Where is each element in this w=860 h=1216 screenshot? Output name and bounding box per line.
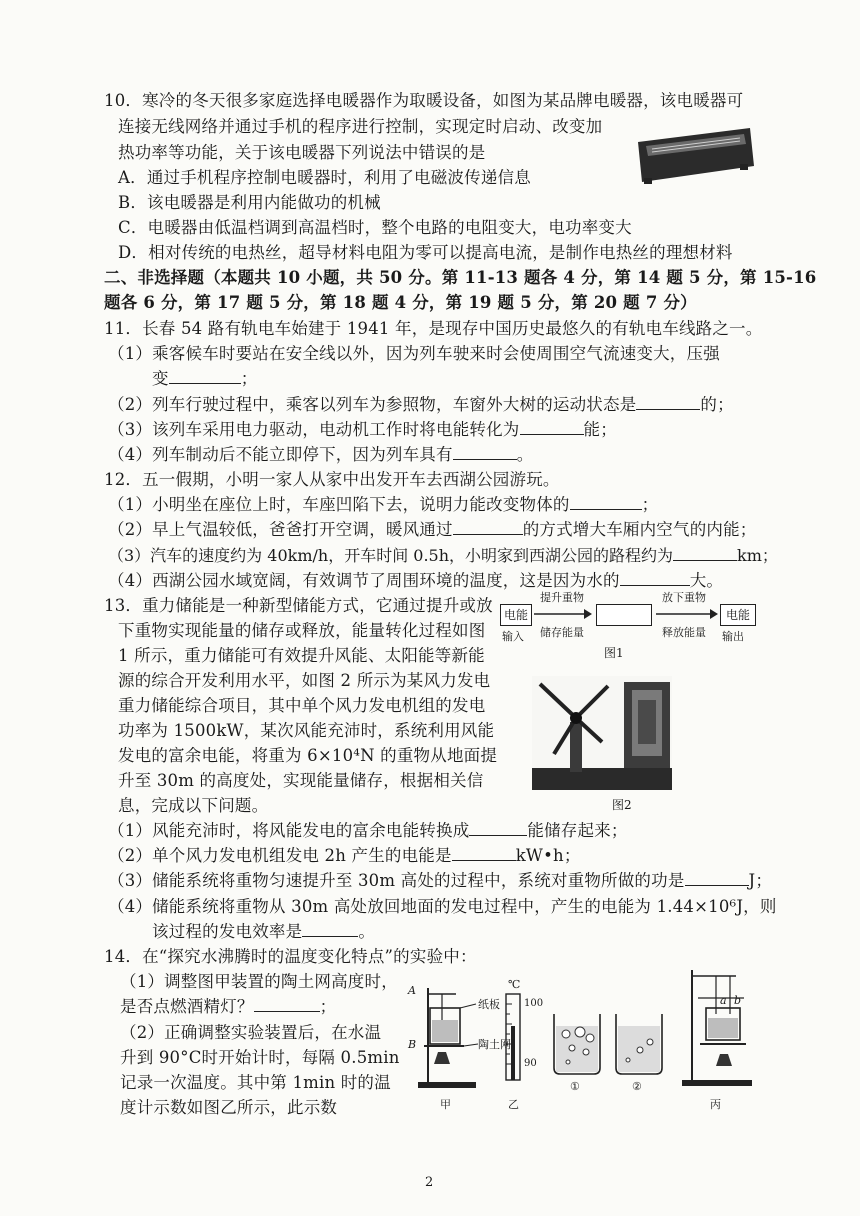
q12-part2: （2）早上气温较低，爸爸打开空调，暖风通过 的方式增大车厢内空气的内能； — [108, 520, 757, 539]
q10-stem-line2: 连接无线网络并通过手机的程序进行控制，实现定时启动、改变加 — [118, 117, 603, 136]
q12-blank-4[interactable] — [620, 571, 690, 586]
output-label: 输出 — [722, 630, 744, 643]
label-beaker-1: ① — [570, 1080, 580, 1093]
q13-stem-line4: 源的综合开发利用水平，如图 2 所示为某风力发电 — [118, 671, 491, 690]
q14-part1-line2: 是否点燃酒精灯？ ； — [120, 997, 337, 1016]
q13-stem-line5: 重力储能综合项目，其中单个风力发电机组的发电 — [118, 696, 486, 715]
label-clay-net: 陶土网 — [478, 1038, 511, 1051]
arrow2-top-label: 放下重物 — [662, 591, 706, 604]
q13-part4-line2: 该过程的发电效率是 。 — [152, 922, 376, 941]
arrow1-top-label: 提升重物 — [540, 591, 584, 604]
input-energy-box: 电能 — [500, 604, 532, 626]
label-tick-100: 100 — [524, 998, 544, 1009]
q12-part1: （1）小明坐在座位上时，车座凹陷下去，说明力能改变物体的 ； — [108, 495, 659, 514]
q13-stem-line9: 息，完成以下问题。 — [118, 796, 269, 815]
q11-blank-1[interactable] — [169, 369, 241, 384]
q10-option-a: A．通过手机程序控制电暖器时，利用了电磁波传递信息 — [118, 168, 531, 187]
q13-stem-line7: 发电的富余电能，将重为 6×10⁴N 的重物从地面提 — [118, 746, 498, 765]
q14-part1-line1: （1）调整图甲装置的陶土网高度时， — [120, 972, 398, 991]
q10-stem-line1: 10．寒冷的冬天很多家庭选择电暖器作为取暖设备，如图为某品牌电暖器，该电暖器可 — [104, 91, 744, 110]
label-tick-90: 90 — [524, 1058, 537, 1069]
q13-part2: （2）单个风力发电机组发电 2h 产生的电能是 kW•h； — [108, 846, 581, 865]
label-beaker-2: ② — [632, 1080, 642, 1093]
figure1-caption: 图1 — [604, 646, 624, 660]
q14-part2-line4: 度计示数如图乙所示，此示数 — [120, 1098, 338, 1117]
output-energy-box: 电能 — [720, 604, 756, 626]
figure2-caption: 图2 — [612, 798, 632, 812]
q13-blank-4[interactable] — [302, 922, 358, 937]
q14-blank-1[interactable] — [254, 997, 320, 1012]
label-a-point: A — [408, 984, 416, 997]
label-paperboard: 纸板 — [478, 998, 500, 1011]
q11-stem: 11．长春 54 路有轨电车始建于 1941 年，是现存中国历史最悠久的有轨电车线路之一。 — [104, 319, 763, 338]
q11-blank-2[interactable] — [636, 395, 700, 410]
q13-part4-line1: （4）储能系统将重物从 30m 高处放回地面的发电过程中，产生的电能为 1.44×10⁶J，则 — [108, 897, 777, 916]
q10-option-d: D．相对传统的电热丝，超导材料电阻为零可以提高电流，是制作电热丝的理想材料 — [118, 243, 733, 262]
q10-stem-line3: 热功率等功能，关于该电暖器下列说法中错误的是 — [118, 143, 486, 162]
label-bing: 丙 — [710, 1098, 721, 1111]
label-b-point: B — [408, 1038, 417, 1051]
q11-part2: （2）列车行驶过程中，乘客以列车为参照物，车窗外大树的运动状态是 的； — [108, 395, 734, 414]
q11-part1-line1: （1）乘客候车时要站在安全线以外，因为列车驶来时会使周围空气流速变大，压强 — [108, 344, 720, 363]
q13-stem-line1: 13．重力储能是一种新型储能方式，它通过提升或放 — [104, 596, 493, 615]
energy-flow-diagram — [500, 592, 762, 662]
input-label: 输入 — [502, 630, 524, 643]
q12-blank-1[interactable] — [570, 495, 642, 510]
arrow-right-icon — [532, 606, 592, 622]
q14-stem: 14．在“探究水沸腾时的温度变化特点”的实验中： — [104, 947, 477, 966]
q14-part2-line2: 升到 90°C时开始计时，每隔 0.5min — [120, 1048, 400, 1067]
q12-stem: 12．五一假期，小明一家人从家中出发开车去西湖公园游玩。 — [104, 470, 560, 489]
q12-part3: （3）汽车的速度约为 40km/h，开车时间 0.5h，小明家到西湖公园的路程约为 km； — [108, 546, 778, 565]
q14-part2-line1: （2）正确调整实验装置后，在水温 — [120, 1023, 382, 1042]
q13-part3: （3）储能系统将重物匀速提升至 30m 高处的过程中，系统对重物所做的功是 J； — [108, 871, 773, 890]
q13-part1: （1）风能充沛时，将风能发电的富余电能转换成 能储存起来； — [108, 821, 628, 840]
q11-part1-line2: 变 ； — [152, 369, 258, 388]
q12-blank-3[interactable] — [673, 546, 737, 561]
label-yi: 乙 — [508, 1098, 519, 1111]
arrow2-bottom-label: 释放能量 — [662, 626, 706, 639]
q11-blank-3[interactable] — [520, 420, 584, 435]
q13-stem-line6: 功率为 1500kW，某次风能充沛时，系统利用风能 — [118, 721, 495, 740]
q13-stem-line8: 升至 30m 的高度处，实现能量储存，根据相关信 — [118, 771, 484, 790]
page-number: 2 — [425, 1175, 434, 1190]
q13-blank-1[interactable] — [469, 821, 527, 836]
q11-part4: （4）列车制动后不能立即停下，因为列车具有 。 — [108, 445, 534, 464]
label-a-thermometer: a — [720, 994, 727, 1007]
q10-option-b: B．该电暖器是利用内能做功的机械 — [118, 193, 381, 212]
q10-option-c: C．电暖器由低温档调到高温档时，整个电路的电阻变大，电功率变大 — [118, 218, 632, 237]
q12-part4: （4）西湖公园水域宽阔，有效调节了周围环境的温度，这是因为水的 大。 — [108, 571, 724, 590]
q13-blank-3[interactable] — [685, 871, 749, 886]
arrow1-bottom-label: 储存能量 — [540, 626, 584, 639]
empty-energy-box[interactable] — [596, 604, 652, 626]
q13-stem-line2: 下重物实现能量的储存或释放，能量转化过程如图 — [118, 621, 486, 640]
q12-blank-2[interactable] — [453, 520, 523, 535]
section2-header-line2: 题各 6 分，第 17 题 5 分，第 18 题 4 分，第 19 题 5 分，第 20 题 7 分） — [104, 293, 697, 312]
q13-blank-2[interactable] — [452, 846, 516, 861]
q13-stem-line3: 1 所示，重力储能可有效提升风能、太阳能等新能 — [118, 646, 485, 665]
label-jia: 甲 — [440, 1098, 451, 1111]
arrow-right-icon — [654, 606, 718, 622]
boiling-apparatus-figure — [404, 964, 764, 1114]
label-b-thermometer: b — [734, 994, 742, 1007]
q14-part2-line3: 记录一次温度。其中第 1min 时的温 — [120, 1073, 391, 1092]
q11-part3: （3）该列车采用电力驱动，电动机工作时将电能转化为 能； — [108, 420, 617, 439]
apparatus-drawing — [404, 964, 764, 1114]
wind-turbine-photo — [532, 676, 672, 790]
q11-blank-4[interactable] — [453, 445, 517, 460]
label-celsius-unit: ℃ — [508, 978, 521, 991]
heater-image — [632, 122, 758, 188]
section2-header-line1: 二、非选择题（本题共 10 小题，共 50 分。第 11-13 题各 4 分，第 14 题 5 分，第 15-16 — [104, 268, 817, 287]
